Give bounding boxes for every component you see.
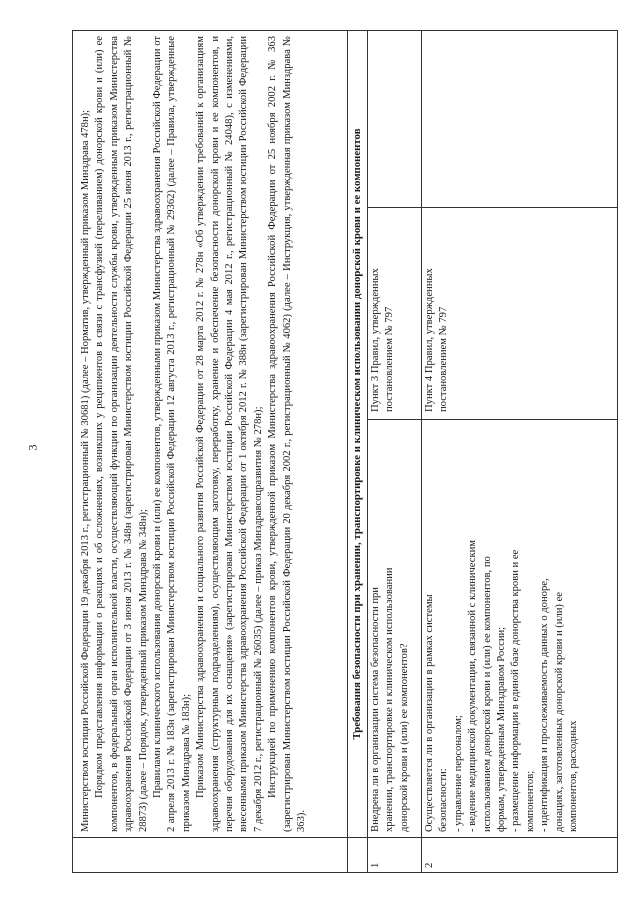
column-rule-reference <box>367 419 617 420</box>
document-table <box>72 30 618 873</box>
regulations-list <box>79 36 310 832</box>
question-line: - управление персоналом; <box>452 715 464 832</box>
question-line: - ведение медицинской документации, связанной с клиническим использованием донорской крови и (или) ее компонентов, по формам, утвержденным Минздравом России; <box>467 540 508 832</box>
column-rule-number <box>73 837 617 838</box>
question-line: - идентификация и прослеживаемость данных о доноре, донациях, заготовленных донорской крови и (или) ее компонентов, расходных <box>539 578 580 832</box>
paragraph-instruction-363: Инструкцией по применению компонентов крови, утвержденной приказом Министерства здравоохранения Российской Федерации от 25 ноября 2002 г. № 363 (зарегистрирован Министерством юстиции Российской Федерации 20 декабря 2002 г., регистрационный № 4062) (далее – Инструкция, утвержденная приказом Минздрава № 363). <box>267 36 308 832</box>
row-divider <box>421 31 422 872</box>
question-line: Осуществляется ли в организации в рамках системы безопасности: <box>424 594 450 832</box>
row-number: 2 <box>424 862 435 868</box>
question-line: Внедрена ли в организации система безопасности при хранении, транспортировке и клиническом использовании донорской крови и (или) ее компонентов? <box>370 567 410 832</box>
row-question <box>423 540 581 832</box>
paragraph-order-278n: Приказом Министерства здравоохранения и социального развития Российской Федерации от 28 марта 2012 г. № 278н «Об утверждении требований к организациям здравоохранения (структурным подразделениям), осуществляющим заготовку, переработку, хранение и обеспечение безопасности донорской крови и ее компонентов, и перечня оборудования для их оснащения» (зарегистрирован Министерством юстиции Российской Федерации 4 мая 2012 г., регистрационный № 24048), с изменениями, внесенными приказом Министерства здравоохранения Российской Федерации от 1 октября 2012 г. № 388н (зарегистрирован Министерством юстиции Российской Федерации 7 декабря 2012 г., регистрационный № 26035) (далее – приказ Минздравсоцразвития № 278н); <box>195 36 264 832</box>
page-number: 3 <box>25 444 40 451</box>
row-reference: Пункт 4 Правил, утвержденных постановлением № 797 <box>424 268 450 412</box>
paragraph-normative: Министерством юстиции Российской Федерации 19 декабря 2013 г., регистрационный № 30681) (далее – Норматив, утвержденный приказом Минздрава 478н); <box>80 109 91 832</box>
question-line: - размещение информации в единой базе донорства крови и ее компонентов; <box>510 549 536 832</box>
paragraph-order-348n: Порядком представления информации о реакциях и об осложнениях, возникших у реципиентов в связи с трансфузией (переливанием) донорской крови и (или) ее компонентов, в федеральный орган исполнительной власти, осуществляющий функции по организации деятельности службы крови, утвержденным приказом Министерства здравоохранения Российской Федерации от 3 июня 2013 г. № 348н (зарегистрирован Министерством юстиции Российской Федерации 25 июня 2013 г., регистрационный № 28873) (далее – Порядок, утвержденный приказом Минздрава № 348н); <box>94 36 149 832</box>
row-number: 1 <box>370 862 381 868</box>
row-question <box>369 540 412 832</box>
column-rule-extra <box>367 207 617 208</box>
rule-before-heading <box>347 31 348 872</box>
section-heading: Требования безопасности при хранении, транспортировке и клиническом использовании донорской крови и ее компонентов <box>351 128 363 740</box>
rule-after-heading <box>367 31 368 872</box>
paragraph-rules-183n: Правилами клинического использования донорской крови и (или) ее компонентов, утвержденными приказом Министерства здравоохранения Российской Федерации от 2 апреля 2013 г. № 183н (зарегистрирован Министерством юстиции Российской Федерации 12 августа 2013 г., регистрационный № 29362) (далее – Правила, утвержденные приказом Минздрава № 183н); <box>152 36 192 832</box>
row-reference: Пункт 3 Правил, утвержденных постановлением № 797 <box>370 268 396 412</box>
